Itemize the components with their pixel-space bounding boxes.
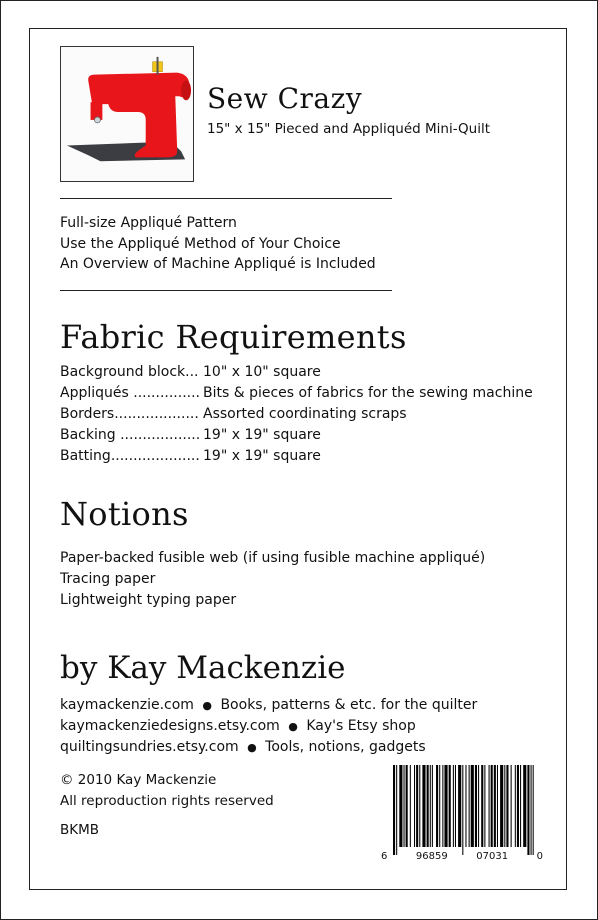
link-description: Kay's Etsy shop [306, 718, 416, 734]
barcode-bar [504, 765, 505, 847]
copyright-block [60, 770, 274, 811]
fabric-value: 19" x 19" square [203, 427, 321, 443]
barcode-bars [381, 765, 543, 855]
notion-item: Lightweight typing paper [60, 592, 237, 608]
barcode-bar [396, 765, 397, 855]
barcode-bar [500, 765, 503, 847]
barcode-bar [442, 765, 443, 847]
barcode-bar [520, 765, 521, 847]
barcode-digits [381, 851, 543, 862]
barcode-bar [422, 765, 425, 847]
barcode-bar [515, 765, 516, 847]
fabric-leader: .................. [120, 427, 201, 443]
barcode-bar [430, 765, 431, 847]
barcode-bar [465, 765, 466, 847]
author-byline: by Kay Mackenzie [60, 650, 346, 686]
barcode-bar [453, 765, 454, 847]
website-link[interactable]: quiltingsundries.etsy.com [60, 739, 239, 755]
hand-wheel-shape [181, 81, 191, 101]
sewing-machine-image [60, 46, 194, 182]
fabric-row [60, 404, 533, 425]
fabric-row [60, 425, 533, 446]
barcode-bar [416, 765, 418, 847]
link-row [60, 695, 477, 716]
barcode-bar [410, 765, 411, 847]
copyright-text: © 2010 Kay Mackenzie [60, 772, 217, 788]
barcode-digit-group: 0 [536, 851, 543, 862]
barcode-bar [432, 765, 433, 847]
feature-item: An Overview of Machine Appliqué is Included [60, 256, 376, 272]
divider-bottom [60, 290, 392, 291]
barcode [381, 765, 543, 865]
feature-list [60, 213, 376, 275]
fabric-label: Appliqués [60, 385, 134, 401]
barcode-bar [533, 765, 534, 855]
website-link[interactable]: kaymackenzie.com [60, 697, 194, 713]
bullet-icon: ● [247, 741, 257, 754]
barcode-bar [511, 765, 512, 847]
pattern-subtitle: 15" x 15" Pieced and Appliquéd Mini-Quilt [207, 121, 491, 137]
barcode-bar [444, 765, 447, 847]
fabric-label: Backing [60, 427, 121, 443]
barcode-bar [462, 765, 463, 855]
barcode-bar [399, 765, 402, 847]
barcode-bar [414, 765, 415, 847]
barcode-bar [471, 765, 474, 847]
barcode-bar [497, 765, 498, 847]
fabric-leader: .................... [110, 448, 200, 464]
divider-top [60, 198, 392, 199]
feature-item: Full-size Appliqué Pattern [60, 215, 237, 231]
bullet-icon: ● [202, 699, 212, 712]
notion-item: Tracing paper [60, 571, 156, 587]
fabric-label: Batting [60, 448, 111, 464]
fabric-row [60, 383, 533, 404]
barcode-bar [469, 765, 470, 847]
link-row [60, 716, 477, 737]
notions-heading: Notions [60, 495, 189, 533]
barcode-bar [491, 765, 493, 847]
barcode-bar [478, 765, 479, 847]
barcode-bar [523, 765, 526, 847]
website-link[interactable]: kaymackenziedesigns.etsy.com [60, 718, 280, 734]
fabric-value: 19" x 19" square [203, 448, 321, 464]
barcode-digit-group: 07031 [476, 851, 509, 862]
notion-item: Paper-backed fusible web (if using fusible machine appliqué) [60, 550, 486, 566]
notions-list [60, 548, 485, 611]
barcode-digit-group: 96859 [415, 851, 448, 862]
barcode-bar [475, 765, 477, 847]
fabric-heading: Fabric Requirements [60, 318, 407, 356]
link-description: Tools, notions, gadgets [265, 739, 426, 755]
barcode-bar [404, 765, 405, 847]
feature-item: Use the Appliqué Method of Your Choice [60, 235, 341, 252]
barcode-bar [481, 765, 483, 847]
sewing-machine-illustration [61, 47, 193, 181]
barcode-bar [449, 765, 451, 847]
barcode-bar [484, 765, 485, 847]
barcode-digit-group: 6 [381, 851, 388, 862]
rights-text: All reproduction rights reserved [60, 792, 274, 809]
fabric-requirements-table [60, 362, 533, 467]
barcode-bar [458, 765, 461, 847]
fabric-leader: ... [185, 364, 199, 380]
link-row [60, 737, 477, 758]
barcode-bar [455, 765, 456, 847]
barcode-bar [531, 765, 532, 855]
barcode-bar [489, 765, 490, 847]
barcode-bar [527, 765, 529, 855]
fabric-row [60, 362, 533, 383]
barcode-bar [406, 765, 408, 847]
author-links [60, 695, 477, 758]
presser-foot-shape [94, 117, 100, 123]
barcode-bar [419, 765, 420, 847]
fabric-row [60, 446, 533, 467]
fabric-value: Assorted coordinating scraps [203, 406, 407, 422]
barcode-bar [517, 765, 519, 847]
barcode-bar [393, 765, 395, 855]
barcode-bar [494, 765, 496, 847]
fabric-leader: ............... [133, 385, 201, 401]
fabric-value: 10" x 10" square [203, 364, 321, 380]
barcode-bar [506, 765, 508, 847]
fabric-label: Borders [60, 406, 115, 422]
fabric-leader: ................... [114, 406, 199, 422]
fabric-value: Bits & pieces of fabrics for the sewing machine [203, 385, 533, 401]
pattern-title: Sew Crazy [207, 82, 363, 115]
product-code: BKMB [60, 822, 100, 838]
fabric-label: Background block [60, 364, 186, 380]
barcode-bar [439, 765, 440, 847]
bullet-icon: ● [288, 720, 298, 733]
barcode-bar [427, 765, 429, 847]
barcode-bar [436, 765, 438, 847]
spool-pin-shape [157, 57, 159, 75]
link-description: Books, patterns & etc. for the quilter [220, 697, 478, 713]
